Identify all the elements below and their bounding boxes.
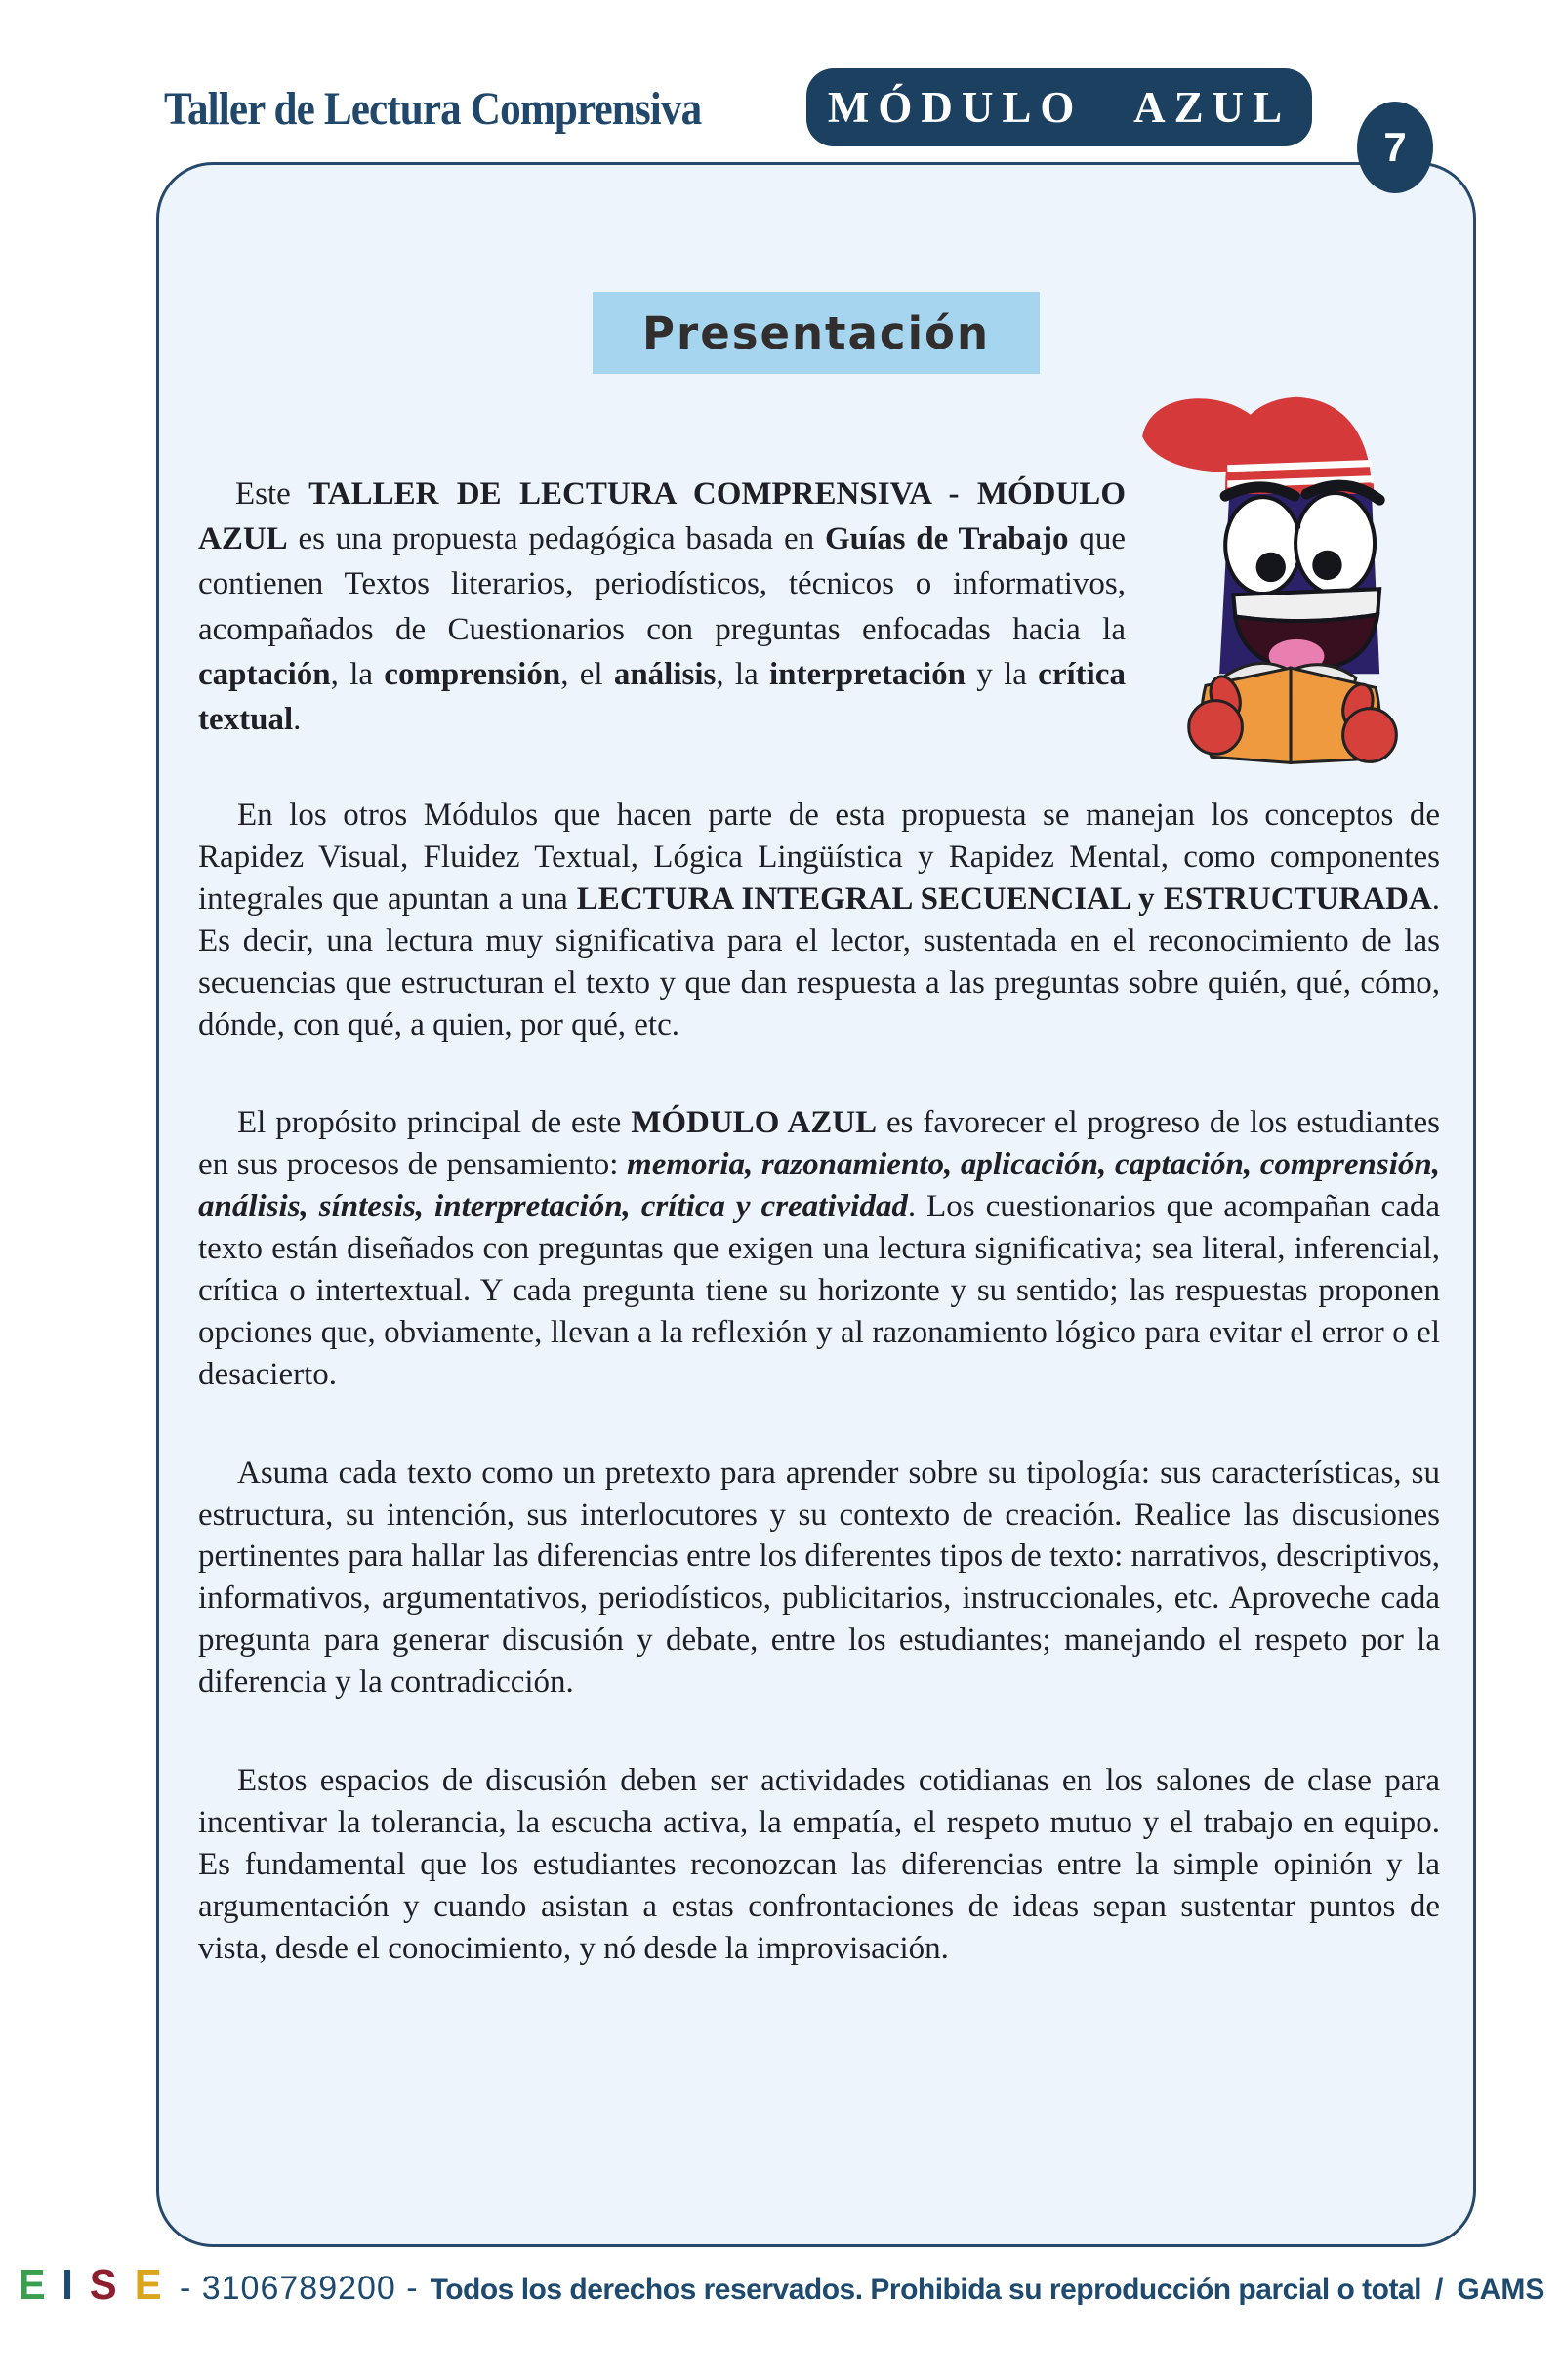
footer-phone: - 3106789200 - — [179, 2270, 419, 2307]
page-number-badge: 7 — [1357, 102, 1433, 193]
paragraph-text-types: Asuma cada texto como un pretexto para aprender sobre su tipología: sus características, su estructura, su intención, sus interlocutores y su contexto de creación. Realice las discusiones pertinentes para hallar las diferencias entre los diferentes tipos de texto: narrativos, descriptivos, informativos, argumentativos, periodísticos, publicitarios, instruccionales, etc. Aproveche cada pregunta para generar discusión y debate, entre los estudiantes; manejando el respeto por la diferencia y la contradicción. — [198, 1455, 1440, 1701]
footer-rights: Todos los derechos reservados. Prohibida su reproducción parcial o total — [430, 2274, 1421, 2306]
paragraph-purpose: El propósito principal de este MÓDULO AZUL es favorecer el progreso de los estudiantes en sus procesos de pensamiento: memoria, razonamiento, aplicación, captación, comprensión, análisis, síntesis, interpretación, crítica y creatividad. Los cuestionarios que acompañan cada texto están diseñados con preguntas que exigen una lectura significativa; sea literal, inferencial, crítica o intertextual. Y cada pregunta tiene su horizonte y su sentido; las respuestas proponen opciones que, obviamente, llevan a la reflexión y al razonamiento lógico para evitar el error o el desacierto. — [198, 1105, 1440, 1392]
pencil-character-reading-book-illustration — [1130, 375, 1449, 771]
section-title-band — [593, 292, 1040, 374]
paragraph-modules: En los otros Módulos que hacen parte de esta propuesta se manejan los conceptos de Rapidez Visual, Fluidez Textual, Lógica Lingüística y Rapidez Mental, como componentes integrales que apuntan a una LECTURA INTEGRAL SECUENCIAL y ESTRUCTURADA. Es decir, una lectura muy significativa para el lector, sustentada en el reconocimiento de las secuencias que estructuran el texto y que dan respuesta a las preguntas sobre quién, qué, cómo, dónde, con qué, a quien, por qué, etc. — [198, 798, 1440, 1043]
publisher-logo: E I S E — [18, 2261, 162, 2309]
paragraph-intro: Este TALLER DE LECTURA COMPRENSIVA - MÓDULO AZUL es una propuesta pedagógica basada en Guías de Trabajo que contienen Textos literarios, periodísticos, técnicos o informativos, acompañados de Cuestionarios con preguntas enfocadas hacia la captación, la comprensión, el análisis, la interpretación y la crítica textual. — [198, 476, 1126, 737]
module-badge: MÓDULO AZUL — [806, 68, 1312, 146]
footer-separator: / — [1434, 2274, 1444, 2306]
page-header-title: Taller de Lectura Comprensiva — [164, 83, 702, 135]
footer-brand: GAMS — [1457, 2274, 1545, 2306]
section-title: Presentación — [642, 307, 990, 359]
page-footer — [0, 2261, 1562, 2310]
paragraph-discussion: Estos espacios de discusión deben ser actividades cotidianas en los salones de clase para incentivar la tolerancia, la escucha activa, la empatía, el respeto mutuo y el trabajo en equipo. Es fundamental que los estudiantes reconozcan las diferencias entre la simple opinión y la argumentación y cuando asistan a estas confrontaciones de ideas sepan sustentar puntos de vista, desde el conocimiento, y nó desde la improvisación. — [198, 1763, 1440, 1966]
